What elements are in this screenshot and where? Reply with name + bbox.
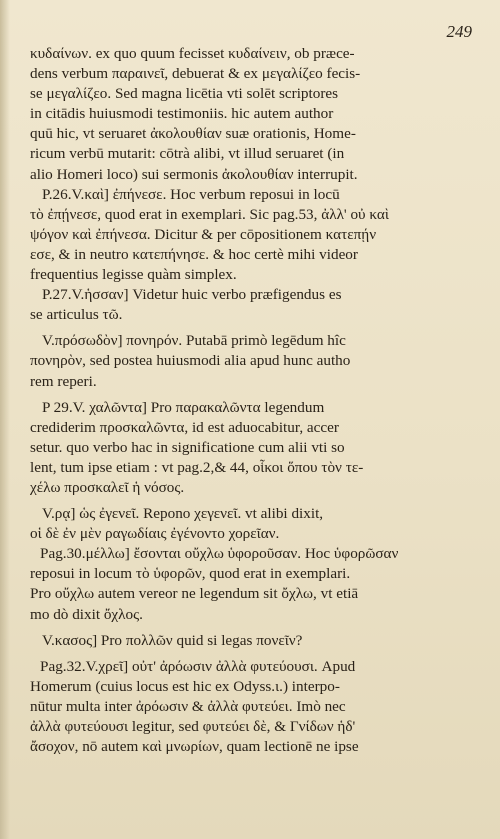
text-line: χέλω προσκαλεῖ ἡ νόσος.: [30, 478, 185, 496]
text-line: κυδαίνων. ex quo quum fecisset κυδαίνειν, ob præce-: [30, 45, 355, 62]
text-line: εσε, & in neutro κατεπήνησε. & hoc certè mihi videor: [30, 245, 358, 263]
page-text: [30, 44, 468, 757]
text-line: se articulus τῶ.: [30, 306, 123, 324]
text-line: P.26.V.καὶ] ἐπήνεσε. Hoc verbum reposui in locū: [42, 185, 340, 203]
text-line: lent, tum ipse etiam : vt pag.2,& 44, οἷκοι ὅπου τὸν τε-: [30, 458, 364, 476]
text-line: mo dò dixit ὄχλος.: [30, 605, 143, 623]
text-line: V.κασος] Pro πολλῶν quid si legas πονεῖν?: [42, 631, 303, 649]
text-line: Pag.30.μέλλω] ἔσονται οὔχλω ὑφοροῦσαν. Hoc ὑφορῶσαν: [40, 545, 399, 563]
text-line: quū hic, vt seruaret ἀκολουθίαν suæ orationis, Home-: [30, 125, 356, 143]
text-line: Homerum (cuius locus est hic ex Odyss.ι.) interpo-: [30, 677, 340, 695]
text-line: alio Homeri loco) sui sermonis ἀκολουθίαν interrupit.: [30, 165, 358, 183]
text-line: P.27.V.ἡσσαν] Videtur huic verbo præfigendus es: [42, 286, 342, 304]
text-line: οἱ δὲ ἐν μὲν ραγωδίαις ἐγένοντο χορεῖαν.: [30, 525, 280, 543]
text-line: se μεγαλίζεο. Sed magna licētia vti solēt scriptores: [30, 85, 339, 103]
text-line: ἀλλὰ φυτεύουσι legitur, sed φυτεύει δὲ, & Γνίδων ἡδ': [30, 718, 356, 735]
text-line: P 29.V. χαλῶντα] Pro παρακαλῶντα legendum: [42, 398, 325, 416]
text-line: Pag.32.V.χρεῖ] οὐτ' ἀρόωσιν ἀλλὰ φυτεύουσι. Apud: [40, 657, 356, 675]
text-line: πονηρὸν, sed postea huiusmodi alia apud hunc autho: [30, 352, 351, 370]
text-line: ψόγον καὶ ἐπήνεσα. Dicitur & per cōpositionem κατεπῄν: [30, 225, 377, 243]
text-line: rem reperi.: [30, 372, 97, 390]
text-line: ricum verbū mutarit: cōtrà alibi, vt illud seruaret (in: [30, 145, 345, 163]
text-line: crediderim προσκαλῶντα, id est aduocabitur, accer: [30, 418, 339, 436]
text-line: in citādis huiusmodi testimoniis. hic autem author: [30, 105, 334, 123]
page-number: 249: [446, 22, 472, 41]
text-line: τὸ ἐπῄνεσε, quod erat in exemplari. Sic pag.53, ἀλλ' οὐ καὶ: [30, 205, 389, 223]
text-line: ἄσοχον, nō autem καὶ μνωρίων, quam lectionē ne ipse: [30, 738, 359, 756]
text-line: frequentius legisse quàm simplex.: [30, 266, 237, 284]
text-line: nūtur multa inter ἀρόωσιν & ἀλλὰ φυτεύει. Imò nec: [30, 697, 346, 715]
text-line: setur. quo verbo hac in significatione cum alii vti so: [30, 438, 345, 456]
text-line: dens verbum παραινεῖ, debuerat & ex μεγαλίζεο fecis-: [30, 65, 361, 83]
text-line: Pro οὔχλω autem vereor ne legendum sit ὄχλω, vt etiā: [30, 585, 359, 603]
text-line: reposui in locum τὸ ὑφορῶν, quod erat in exemplari.: [30, 565, 351, 583]
text-line: V.ρᾳ] ὡς ἐγενεῖ. Repono χεγενεῖ. vt alibi dixit,: [42, 505, 324, 523]
text-line: V.πρόσωδὸν] πονηρόν. Putabā primò legēdum hîc: [42, 332, 346, 350]
page-edge-shadow: [0, 0, 10, 839]
